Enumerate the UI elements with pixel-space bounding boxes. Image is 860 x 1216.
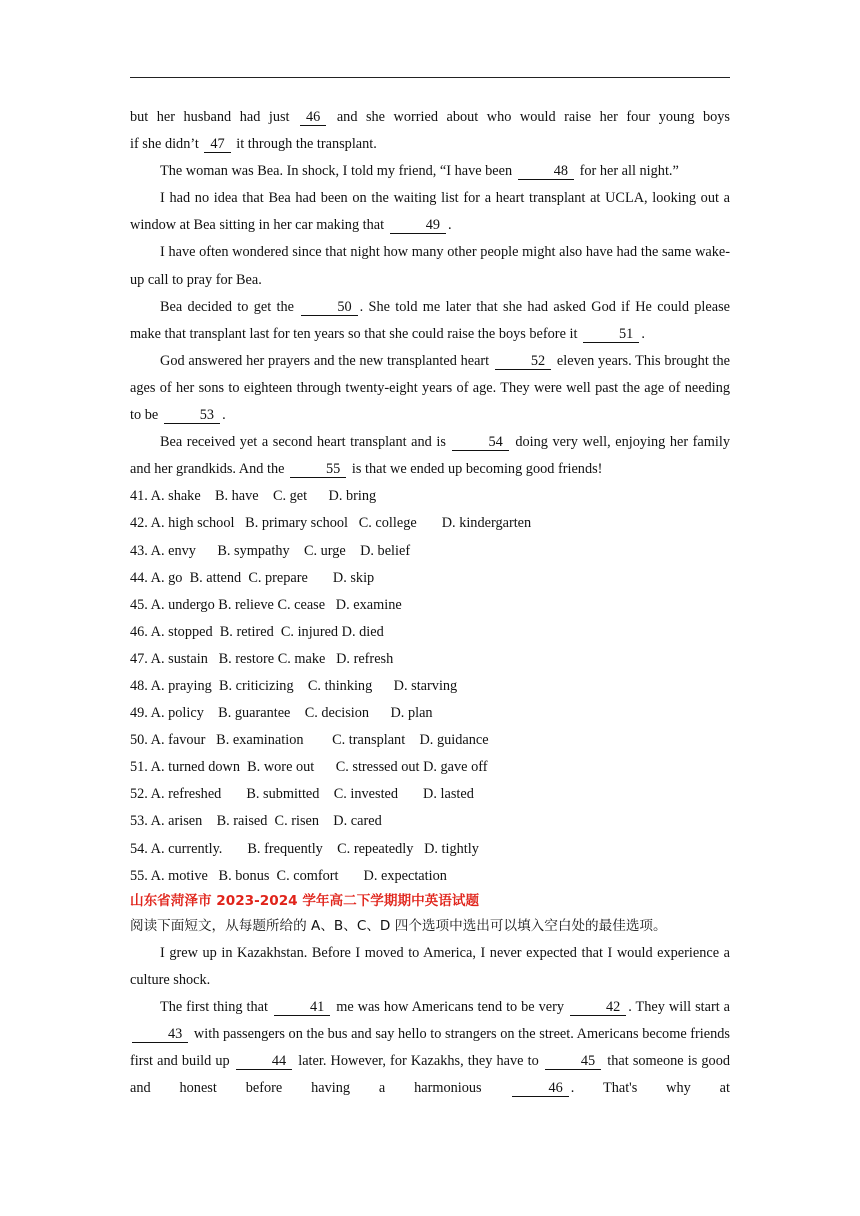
paragraph [130,104,730,131]
option-line: 54. A. currently. B. frequently C. repeatedly D. tightly [130,840,479,857]
paragraph-text: Bea received yet a second heart transplant and is [160,434,451,451]
paragraph-text: me was how Americans tend to be very [332,999,568,1015]
paragraph-text: I have often wondered since that night how many other people might also have had the same wake-up call to pray for Bea. [130,244,730,288]
paragraph-text: Bea decided to get the [160,298,300,315]
option-line: 45. A. undergo B. relieve C. cease D. examine [130,596,402,613]
paragraph-text: and she worried about who would raise her four young boys [328,109,730,125]
paragraph-text: God answered her prayers and the new transplanted heart [160,352,493,369]
paragraph-text: doing very well, enjoying her family and her grandkids. And the [130,434,730,478]
blank-55: 55 [290,462,346,478]
blank-41: 41 [274,1000,330,1016]
paragraph-text: I had no idea that Bea had been on the waiting list for a heart transplant at UCLA, looking out a window at Bea sitting in her car making that [130,190,730,234]
option-line: 41. A. shake B. have C. get D. bring [130,488,377,505]
blank-51: 51 [583,327,639,343]
paragraph-text: . [447,217,452,234]
paragraph [130,185,730,239]
options-list [130,483,730,889]
paragraph-text: The first thing that [160,999,272,1015]
paragraph [130,131,730,158]
paragraph-text: . They will start a [628,999,730,1015]
blank-48: 48 [518,164,574,180]
option-line: 42. A. high school B. primary school C. college D. kindergarten [130,515,532,532]
blank-54: 54 [452,435,508,451]
paragraph [130,994,730,1102]
option-line: 43. A. envy B. sympathy C. urge D. belief [130,542,411,559]
paragraph [130,158,730,185]
option-line: 47. A. sustain B. restore C. make D. refresh [130,650,394,667]
blank-47: 47 [204,137,230,153]
blank-46: 46 [512,1081,568,1097]
document-page [130,104,730,1102]
passage-2 [130,940,730,1103]
option-line: 53. A. arisen B. raised C. risen D. cared [130,813,382,830]
paragraph-text: eleven years. This brought the ages of her sons to eighteen through twenty-eight years of age. They were well past the age of needing to be [130,352,730,424]
option-line: 49. A. policy B. guarantee C. decision D. plan [130,705,433,722]
option-line: 48. A. praying B. criticizing C. thinking D. starving [130,677,458,694]
paragraph-text: for her all night.” [576,163,679,180]
paragraph-text: . [222,407,226,424]
paragraph-text: later. However, for Kazakhs, they have to [294,1053,543,1070]
paragraph-text: . That's why at [570,1080,730,1097]
option-line: 55. A. motive B. bonus C. comfort D. expectation [130,867,447,884]
blank-50: 50 [301,300,357,316]
paragraph-text: The woman was Bea. In shock, I told my friend, “I have been [160,163,516,180]
section-heading: 山东省菏泽市 2023-2024 学年高二下学期期中英语试题 [130,892,480,909]
option-line: 51. A. turned down B. wore out C. stressed out D. gave off [130,759,488,776]
paragraph [130,940,730,994]
option-line: 52. A. refreshed B. submitted C. invested D. lasted [130,786,474,803]
paragraph-text: . [641,325,645,342]
paragraph-text: but her husband had just [130,109,299,125]
paragraph-text: that someone is good and honest before having a harmonious [130,1053,730,1097]
option-line: 46. A. stopped B. retired C. injured D. died [130,623,384,640]
paragraph [130,239,730,293]
blank-46: 46 [300,110,326,126]
blank-44: 44 [236,1054,292,1070]
instruction: 阅读下面短文，从每题所给的 A、B、C、D 四个选项中选出可以填入空白处的最佳选项。 [130,917,667,934]
blank-45: 45 [545,1054,601,1070]
paragraph [130,294,730,348]
paragraph [130,348,730,429]
paragraph-text: I grew up in Kazakhstan. Before I moved to America, I never expected that I would experience a culture shock. [130,944,730,988]
paragraph-text: with passengers on the bus and say hello to strangers on the street. Americans become friends first and build up [130,1026,730,1070]
blank-49: 49 [390,218,446,234]
blank-53: 53 [164,408,220,424]
header-rule [130,77,730,78]
blank-43: 43 [132,1027,188,1043]
option-line: 44. A. go B. attend C. prepare D. skip [130,569,375,586]
paragraph-text: it through the transplant. [232,136,377,153]
blank-52: 52 [495,354,551,370]
paragraph-text: . She told me later that she had asked God if He could please make that transplant last for ten years so that she could raise the boys before it [130,298,731,342]
paragraph-text: is that we ended up becoming good friends! [348,461,603,478]
paragraph [130,429,730,483]
paragraph-text: if she didn’t [130,136,203,153]
option-line: 50. A. favour B. examination C. transplant D. guidance [130,732,489,749]
blank-42: 42 [570,1000,626,1016]
passage-1 [130,104,730,483]
